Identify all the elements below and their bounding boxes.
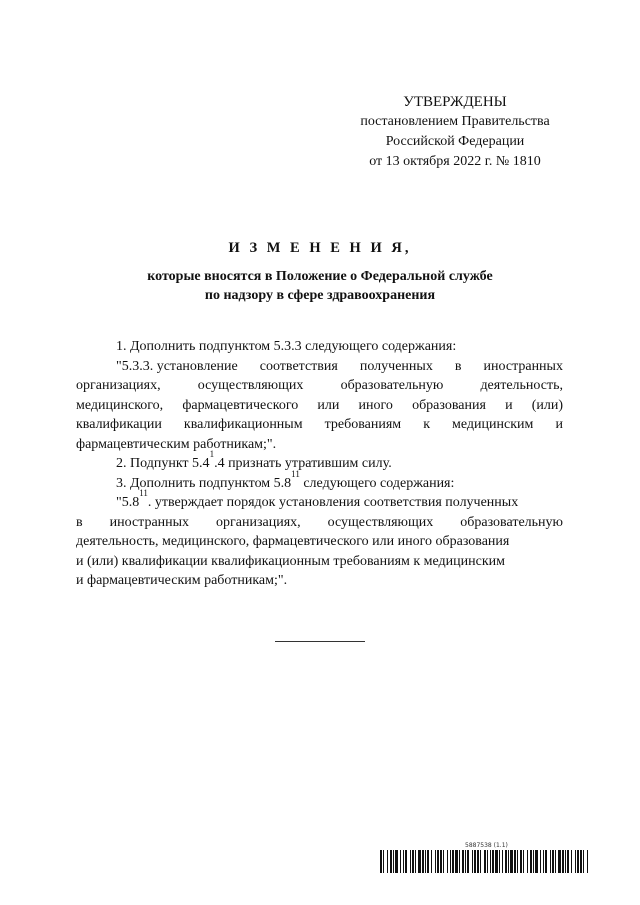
word: к: [423, 417, 431, 432]
item-3-superscript: 11: [291, 468, 300, 479]
closing-divider: [275, 641, 365, 642]
quote-3-line-4: и (или) квалификации квалификационным требованиям к медицинским: [76, 553, 506, 569]
quote-3-line-3: деятельность, медицинского, фармацевтического или иного образования: [76, 534, 510, 549]
quote-1-line-1: [76, 357, 563, 377]
document-subtitle: [0, 267, 640, 305]
item-2-text-end: .4 признать утратившим силу.: [214, 456, 392, 471]
word: иного: [358, 397, 393, 413]
quote-3-line-1-rest: . утверждает порядок установления соответствия полученных: [147, 495, 519, 510]
approval-line-3: от 13 октября 2022 г. № 1810: [369, 154, 541, 169]
quote-3-line-2: [76, 513, 563, 533]
quote-3-superscript: 11: [139, 488, 148, 498]
quote-1-line-2: [76, 376, 563, 396]
word: требованиям: [324, 417, 402, 432]
barcode-label: 5887538 (1.1): [465, 842, 508, 849]
word: "5.3.3. установление: [116, 358, 238, 374]
word: или: [317, 397, 340, 413]
subtitle-line-2: по надзору в сфере здравоохранения: [204, 288, 436, 303]
word: соответствия: [259, 358, 338, 374]
word: и: [505, 397, 513, 413]
item-2-superscript: 1: [209, 449, 215, 459]
word: образования: [412, 397, 486, 413]
word: (или): [531, 397, 563, 413]
quote-1-line-4: [76, 415, 563, 435]
approval-line-2: Российской Федерации: [385, 134, 525, 149]
word: в: [76, 514, 83, 530]
word: полученных: [359, 358, 433, 374]
quote-1-line-5: фармацевтическим работникам;".: [76, 436, 277, 452]
approval-line-1: постановлением Правительства: [360, 114, 550, 129]
barcode-image: [380, 850, 589, 873]
approval-heading: УТВЕРЖДЕНЫ: [403, 94, 507, 110]
word: организациях,: [76, 378, 161, 393]
approval-block: [330, 92, 580, 172]
word: иностранных: [483, 358, 563, 374]
item-1-text: 1. Дополнить подпунктом 5.3.3 следующего содержания:: [116, 339, 457, 354]
word: деятельность,: [480, 378, 563, 393]
word: фармацевтического: [182, 397, 299, 413]
quote-1-line-3: [76, 396, 563, 416]
word: организациях,: [216, 514, 301, 530]
word: иностранных: [109, 514, 190, 530]
word: и: [555, 417, 563, 432]
word: медицинским: [452, 417, 534, 432]
subtitle-line-1: которые вносятся в Положение о Федеральной службе: [147, 269, 493, 284]
word: осуществляющих: [327, 514, 434, 530]
item-3-text: [76, 468, 563, 494]
document-body: [76, 337, 563, 591]
item-3-text-end: следующего содержания:: [299, 475, 455, 491]
quote-3-line-5: и фармацевтическим работникам;".: [76, 573, 288, 588]
item-2-text: [76, 449, 563, 474]
quote-3-start: "5.8: [116, 495, 140, 510]
word: в: [454, 358, 462, 374]
word: осуществляющих: [197, 378, 304, 393]
quote-3-line-1: [76, 488, 563, 513]
item-2-text-start: 2. Подпункт 5.4: [116, 456, 210, 471]
word: медицинского,: [76, 397, 164, 413]
word: образовательную: [460, 514, 563, 530]
word: образовательную: [340, 378, 444, 393]
document-title: И З М Е Н Е Н И Я,: [228, 240, 412, 256]
word: квалификационным: [183, 417, 303, 432]
word: квалификации: [76, 417, 162, 432]
item-3-text-start: 3. Дополнить подпунктом 5.8: [116, 475, 292, 491]
